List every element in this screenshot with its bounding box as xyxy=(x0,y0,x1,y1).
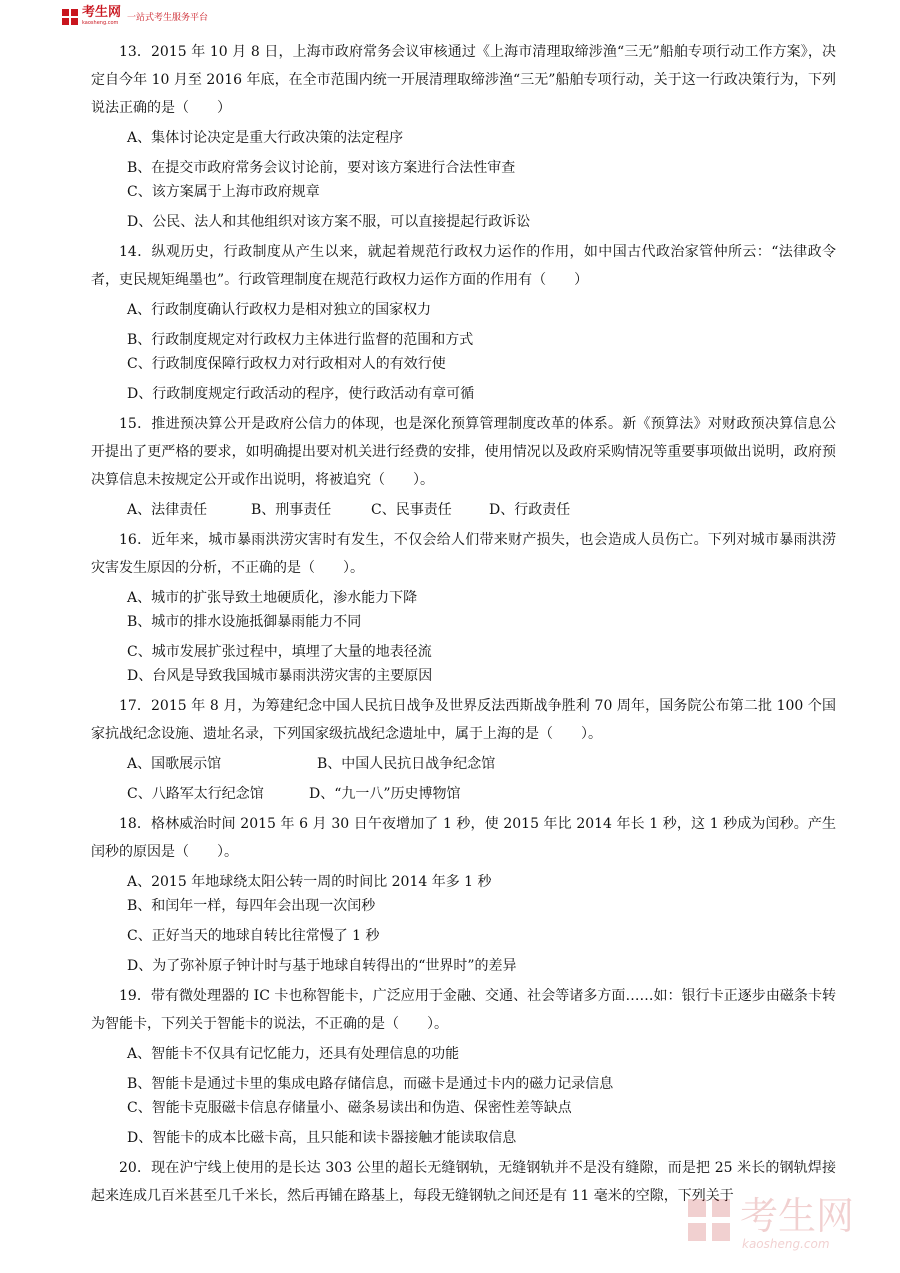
option-list xyxy=(91,126,836,234)
question-19 xyxy=(91,982,836,1150)
option-d: D、“九一八”历史博物馆 xyxy=(309,786,461,802)
option-a: A、法律责任 xyxy=(127,502,208,518)
option-b: B、城市的排水设施抵御暴雨能力不同 xyxy=(127,614,362,630)
option-list xyxy=(91,1042,836,1150)
option-list xyxy=(91,752,836,806)
option-a: A、集体讨论决定是重大行政决策的法定程序 xyxy=(127,130,404,146)
option-list xyxy=(91,586,836,688)
option-b: B、行政制度规定对行政权力主体进行监督的范围和方式 xyxy=(127,332,474,348)
kaosheng-watermark xyxy=(686,1193,876,1255)
option-a: A、国歌展示馆 xyxy=(127,756,222,772)
option-b: B、在提交市政府常务会议讨论前，要对该方案进行合法性审查 xyxy=(127,160,516,176)
question-15 xyxy=(91,410,836,522)
option-c: C、城市发展扩张过程中，填埋了大量的地表径流 xyxy=(127,644,432,660)
question-18 xyxy=(91,810,836,978)
option-list xyxy=(91,498,836,522)
option-c: C、智能卡克服磁卡信息存储量小、磁条易读出和伪造、保密性差等缺点 xyxy=(127,1100,572,1116)
option-b: B、中国人民抗日战争纪念馆 xyxy=(317,756,496,772)
option-list xyxy=(91,870,836,978)
question-14 xyxy=(91,238,836,406)
option-b: B、智能卡是通过卡里的集成电路存储信息，而磁卡是通过卡内的磁力记录信息 xyxy=(127,1076,614,1092)
watermark-subtext: kaosheng.com xyxy=(742,1237,830,1251)
option-list xyxy=(91,298,836,406)
option-c: C、行政制度保障行政权力对行政相对人的有效行使 xyxy=(127,356,446,372)
option-d: D、智能卡的成本比磁卡高，且只能和读卡器接触才能读取信息 xyxy=(127,1130,517,1146)
question-text: 20．现在沪宁线上使用的是长达 303 公里的超长无缝钢轨，无缝钢轨并不是没有缝隙，而是把 25 米长的钢轨焊接起来连成几百米甚至几千米长，然后再铺在路基上，每段无缝钢轨之间还是有 11 毫米的空隙，下列关于 xyxy=(91,1160,836,1204)
kaosheng-logo-icon xyxy=(61,8,79,26)
option-d: D、行政责任 xyxy=(489,502,571,518)
option-a: A、行政制度确认行政权力是相对独立的国家权力 xyxy=(127,302,432,318)
option-c: C、八路军太行纪念馆 xyxy=(127,786,264,802)
question-16 xyxy=(91,526,836,688)
question-17 xyxy=(91,692,836,806)
question-text: 16．近年来，城市暴雨洪涝灾害时有发生，不仅会给人们带来财产损失，也会造成人员伤亡。下列对城市暴雨洪涝灾害发生原因的分析，不正确的是（ ）。 xyxy=(91,532,836,576)
option-a: A、智能卡不仅具有记忆能力，还具有处理信息的功能 xyxy=(127,1046,460,1062)
option-c: C、该方案属于上海市政府规章 xyxy=(127,184,320,200)
question-text: 14．纵观历史，行政制度从产生以来，就起着规范行政权力运作的作用，如中国古代政治家管仲所云：“法律政令者，吏民规矩绳墨也”。行政管理制度在规范行政权力运作方面的作用有（ ） xyxy=(91,244,836,288)
question-list xyxy=(91,38,836,1214)
logo-subtext: kaosheng.com xyxy=(82,20,119,26)
question-text: 18．格林威治时间 2015 年 6 月 30 日午夜增加了 1 秒，使 2015 年比 2014 年长 1 秒，这 1 秒成为闰秒。产生闰秒的原因是（ ）。 xyxy=(91,816,836,860)
watermark-logo-icon xyxy=(686,1197,732,1243)
header-slogan: 一站式考生服务平台 xyxy=(127,13,209,23)
watermark-text: 考生网 xyxy=(740,1194,855,1238)
option-d: D、公民、法人和其他组织对该方案不服，可以直接提起行政诉讼 xyxy=(127,214,531,230)
option-b: B、刑事责任 xyxy=(251,502,332,518)
question-text: 17．2015 年 8 月，为筹建纪念中国人民抗日战争及世界反法西斯战争胜利 70 周年，国务院公布第二批 100 个国家抗战纪念设施、遗址名录，下列国家级抗战纪念遗址中，属于上海的是（ ）。 xyxy=(91,698,836,742)
option-d: D、台风是导致我国城市暴雨洪涝灾害的主要原因 xyxy=(127,668,433,684)
option-b: B、和闰年一样，每四年会出现一次闰秒 xyxy=(127,898,376,914)
option-c: C、正好当天的地球自转比往常慢了 1 秒 xyxy=(127,928,380,944)
question-text: 15．推进预决算公开是政府公信力的体现，也是深化预算管理制度改革的体系。新《预算法》对财政预决算信息公开提出了更严格的要求，如明确提出要对机关进行经费的安排，使用情况以及政府采购情况等重要事项做出说明，政府预决算信息未按规定公开或作出说明，将被追究（ ）。 xyxy=(91,416,836,488)
question-text: 13．2015 年 10 月 8 日，上海市政府常务会议审核通过《上海市清理取缔涉渔“三无”船舶专项行动工作方案》，决定自今年 10 月至 2016 年底，在全市范围内统一开展清理取缔涉渔“三无”船舶专项行动，关于这一行政决策行为，下列说法正确的是（ ） xyxy=(91,44,836,116)
option-a: A、2015 年地球绕太阳公转一周的时间比 2014 年多 1 秒 xyxy=(127,874,492,890)
option-c: C、民事责任 xyxy=(371,502,452,518)
question-text: 19．带有微处理器的 IC 卡也称智能卡，广泛应用于金融、交通、社会等诸多方面……如：银行卡正逐步由磁条卡转为智能卡，下列关于智能卡的说法，不正确的是（ ）。 xyxy=(91,988,836,1032)
option-d: D、行政制度规定行政活动的程序，使行政活动有章可循 xyxy=(127,386,475,402)
logo-text: 考生网 xyxy=(82,5,122,20)
question-13 xyxy=(91,38,836,234)
option-d: D、为了弥补原子钟计时与基于地球自转得出的“世界时”的差异 xyxy=(127,958,517,974)
option-a: A、城市的扩张导致土地硬质化，渗水能力下降 xyxy=(127,590,418,606)
